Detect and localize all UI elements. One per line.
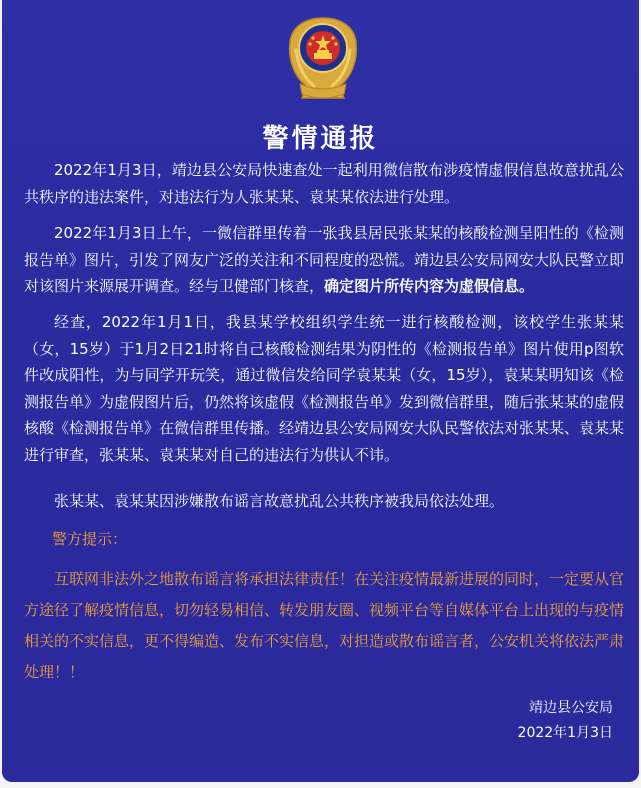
police-badge-graphic bbox=[282, 14, 364, 104]
police-notice bbox=[2, 0, 639, 782]
warning-text: 互联网非法外之地散布谣言将承担法律责任！在关注疫情最新进展的同时，一定要从官方途径了解疫情信息，切勿轻易相信、转发朋友圈、视频平台等自媒体平台上出现的与疫情相关的不实信息，更不得编造、发布不实信息，对担造或散布谣言者，公安机关将依法严肃处理！！ bbox=[24, 570, 625, 681]
paragraph-4: 张某某、袁某某因涉嫌散布谣言故意扰乱公共秩序被我局依法处理。 bbox=[54, 492, 505, 510]
notice-title: 警情通报 bbox=[262, 124, 379, 154]
paragraph-2-text: 2022年1月3日上午，一微信群里传着一张我县居民张某某的核酸检测呈阳性的《检测报告单》图片，引发了网友广泛的关注和不同程度的恐慌。靖边县公安局网安大队民警立即对该图片来源展开调查。经与卫健部门核查， bbox=[24, 224, 625, 295]
signature-org: 靖边县公安局 bbox=[529, 700, 613, 716]
paragraph-2-emphasis: 确定图片所传内容为虚假信息。 bbox=[324, 277, 535, 295]
signature-date: 2022年1月3日 bbox=[517, 725, 613, 741]
paragraph-2 bbox=[24, 220, 624, 300]
paragraph-3: 经查，2022年1月1日，我县某学校组织学生统一进行核酸检测，该校学生张某某（女，15岁）于1月2日21时将自己核酸检测结果为阴性的《检测报告单》图片使用p图软件改成阳性，为与同学开玩笑，通过微信发给同学袁某某（女，15岁），袁某某明知该《检测报告单》为虚假图片后，仍然将该虚假《检测报告单》发到微信群里，随后张某某的虚假核酸《检测报告单》在微信群里传播。经靖边县公安局网安大队民警依法对张某某、袁某某进行审查，张某某、袁某某对自己的违法行为供认不讳。 bbox=[24, 313, 625, 464]
police-badge-icon bbox=[282, 14, 364, 104]
paragraph-1: 2022年1月3日，靖边县公安局快速查处一起利用微信散布涉疫情虚假信息故意扰乱公共秩序的违法案件，对违法行为人张某某、袁某某依法进行处理。 bbox=[24, 161, 624, 206]
warning-title: 警方提示： bbox=[52, 530, 128, 548]
